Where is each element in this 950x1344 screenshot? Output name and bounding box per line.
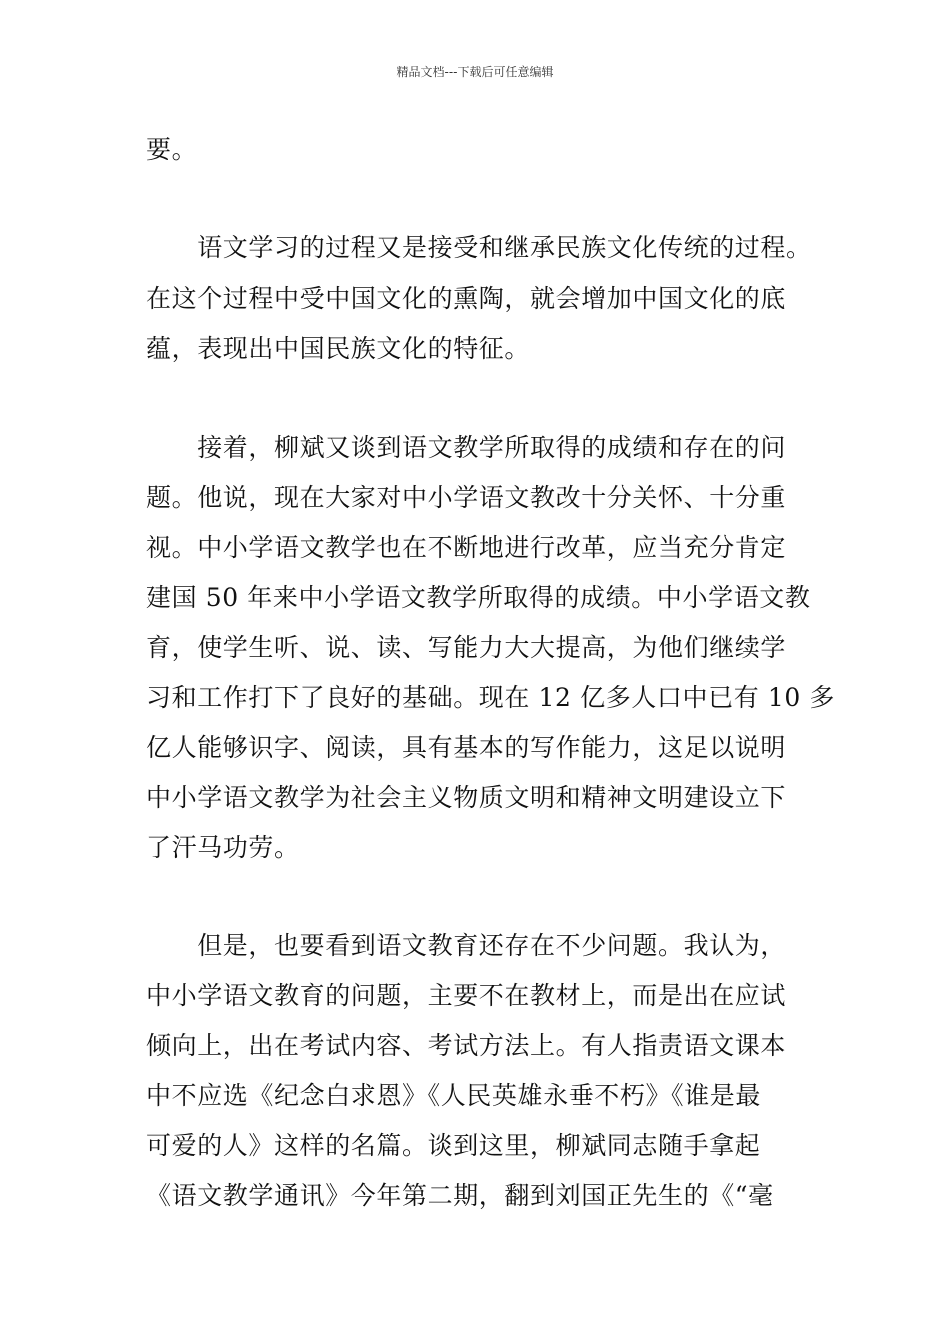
text-line: 蕴，表现出中国民族文化的特征。 (146, 334, 531, 363)
text-line: 语文学习的过程又是接受和继承民族文化传统的过程。 (146, 233, 812, 262)
text-line: 题。他说，现在大家对中小学语文教改十分关怀、十分重 (146, 483, 787, 512)
text-line: 在这个过程中受中国文化的熏陶，就会增加中国文化的底 (146, 284, 787, 313)
text-line: 了汗马功劳。 (146, 833, 300, 862)
text-line: 中小学语文教学为社会主义物质文明和精神文明建设立下 (146, 783, 787, 812)
page-header: 精品文档---下载后可任意编辑 (396, 65, 554, 79)
text-line: 《语文教学通讯》今年第二期，翻到刘国正先生的《“毫 (146, 1181, 774, 1210)
text-line: 要。 (146, 135, 198, 164)
text-line: 建国 50 年来中小学语文教学所取得的成绩。中小学语文教 (146, 583, 811, 612)
text-line: 倾向上，出在考试内容、考试方法上。有人指责语文课本 (146, 1031, 787, 1060)
text-line: 可爱的人》这样的名篇。谈到这里，柳斌同志随手拿起 (146, 1131, 761, 1160)
text-line: 习和工作打下了良好的基础。现在 12 亿多人口中已有 10 多 (146, 683, 836, 712)
text-line: 接着，柳斌又谈到语文教学所取得的成绩和存在的问 (146, 433, 787, 462)
text-line: 但是，也要看到语文教育还存在不少问题。我认为， (146, 931, 787, 960)
text-line: 育，使学生听、说、读、写能力大大提高，为他们继续学 (146, 633, 787, 662)
text-line: 中小学语文教育的问题，主要不在教材上，而是出在应试 (146, 981, 787, 1010)
text-line: 中不应选《纪念白求恩》《人民英雄永垂不朽》《谁是最 (146, 1081, 762, 1110)
text-line: 视。中小学语文教学也在不断地进行改革，应当充分肯定 (146, 533, 787, 562)
text-line: 亿人能够识字、阅读，具有基本的写作能力，这足以说明 (146, 733, 787, 762)
